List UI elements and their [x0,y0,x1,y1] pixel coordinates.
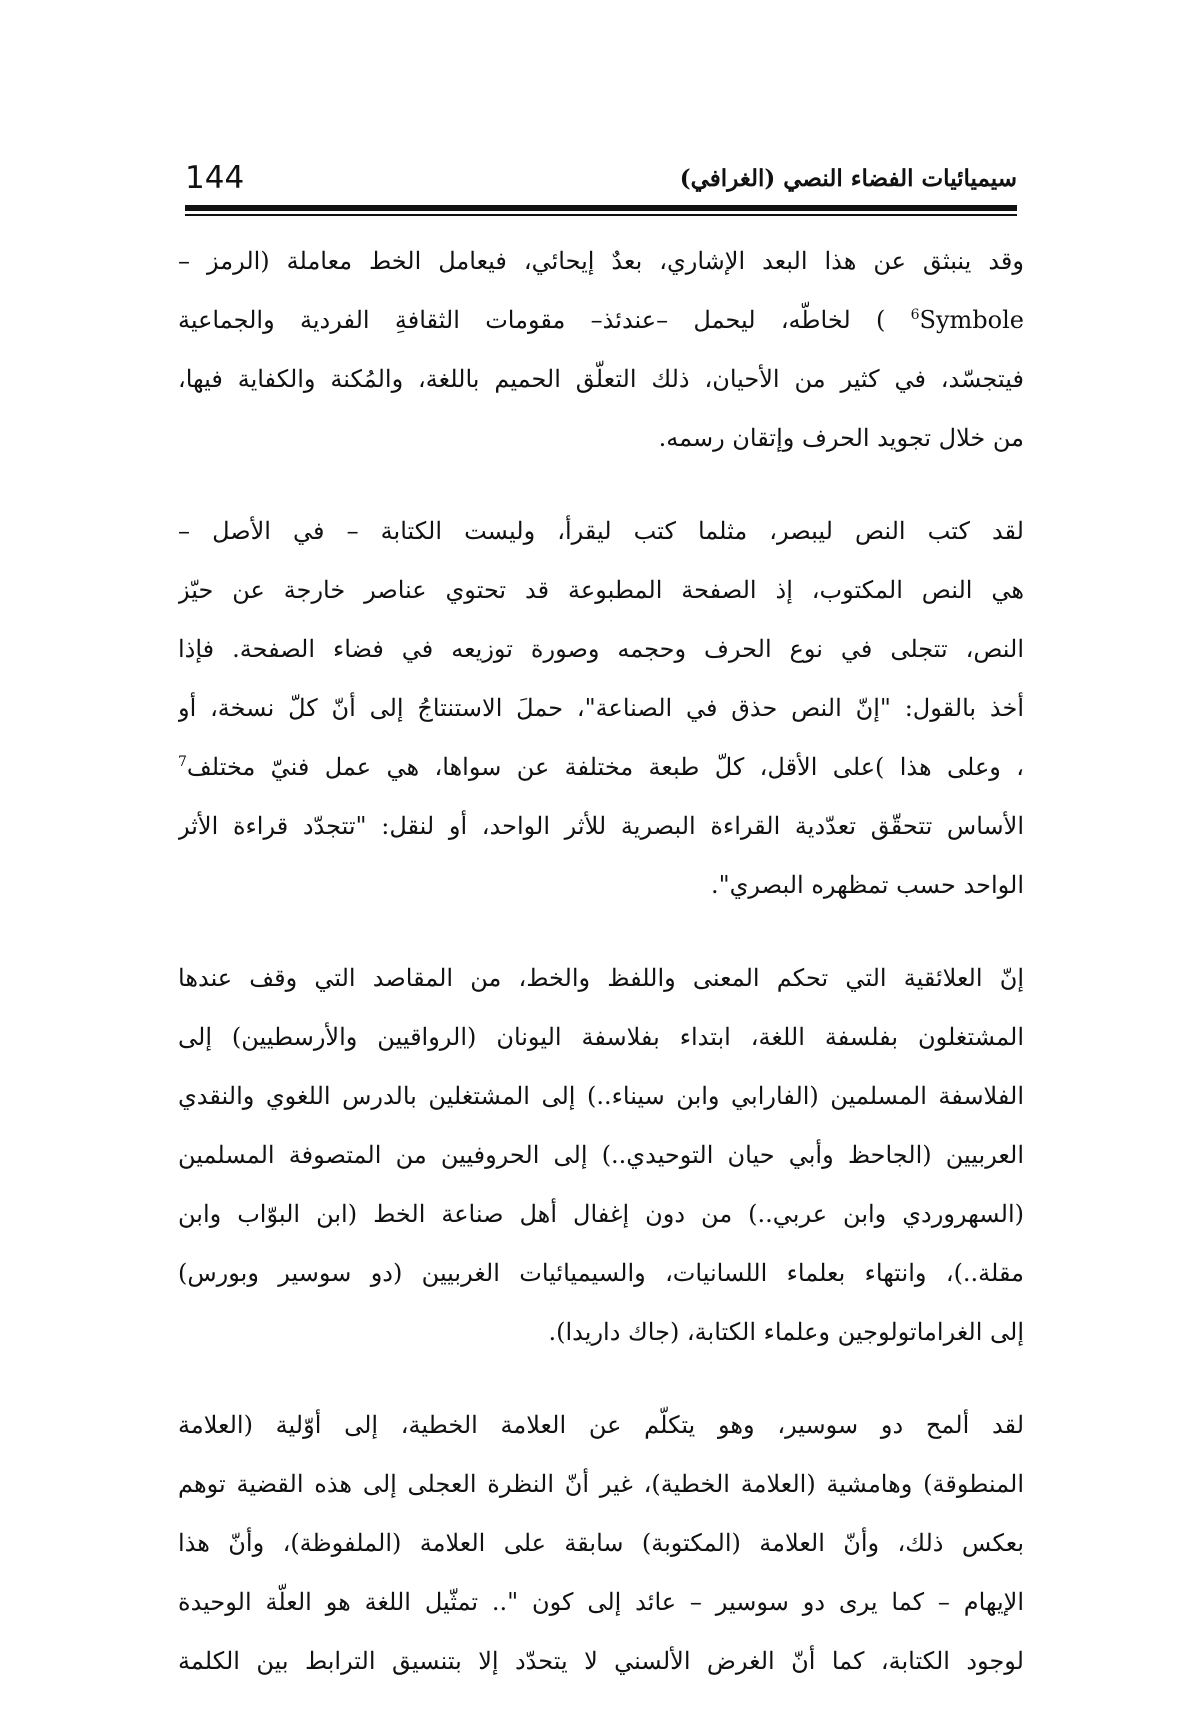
line-text: ، وعلى هذا )على الأقل، كلّ طبعة مختلفة عن سواها، هي عمل فنيّ مختلف [186,753,1024,781]
paragraph-4 [178,1396,1024,1691]
text-line: وقد ينبثق عن هذا البعد الإشاري، بعدٌ إيحائي، فيعامل الخط معاملة (الرمز – [178,247,1024,275]
text-line: المنطوقة) وهامشية (العلامة الخطية)، غير أنّ النظرة العجلى إلى هذه القضية توهم [178,1470,1024,1498]
line-text: Symbole ) لخاطّه، ليحمل –عندئذ– مقومات الثقافةِ الفردية والجماعية [178,306,1024,334]
text-line: بعكس ذلك، وأنّ العلامة (المكتوبة) سابقة على العلامة (الملفوظة)، وأنّ هذا [178,1529,1024,1557]
page-number: 144 [185,160,245,196]
body-text [178,232,1024,1691]
paragraph-1 [178,232,1024,468]
running-title: سيميائيات الفضاء النصي (الغرافي) [679,165,1017,192]
text-line: إنّ العلائقية التي تحكم المعنى واللفظ والخط، من المقاصد التي وقف عندها [178,964,1024,992]
text-line: الأساس تتحقّق تعدّدية القراءة البصرية للأثر الواحد، أو لنقل: "تتجدّد قراءة الأثر [178,812,1024,840]
text-line: أخذ بالقول: "إنّ النص حذق في الصناعة"، حملَ الاستنتاجُ إلى أنّ كلّ نسخة، أو [178,694,1024,722]
text-line: إلى الغراماتولوجين وعلماء الكتابة، (جاك داريدا). [548,1318,1024,1346]
text-line: (السهروردي وابن عربي..) من دون إغفال أهل صناعة الخط (ابن البوّاب وابن [178,1200,1024,1228]
text-line: لقد كتب النص ليبصر، مثلما كتب ليقرأ، وليست الكتابة – في الأصل – [178,517,1024,545]
text-line: الواحد حسب تمظهره البصري". [710,871,1024,899]
header-rule-thick [185,205,1017,211]
text-line: لقد ألمح دو سوسير، وهو يتكلّم عن العلامة الخطية، إلى أوّلية (العلامة [178,1411,1024,1439]
page-header [185,158,1017,204]
text-line: هي النص المكتوب، إذ الصفحة المطبوعة قد تحتوي عناصر خارجة عن حيّز [178,576,1024,604]
text-line: فيتجسّد، في كثير من الأحيان، ذلك التعلّق الحميم باللغة، والمُكنة والكفاية فيها، [178,365,1024,393]
text-line: الإيهام – كما يرى دو سوسير – عائد إلى كون ".. تمثّيل اللغة هو العلّة الوحيدة [178,1588,1024,1616]
text-line: لوجود الكتابة، كما أنّ الغرض الألسني لا يتحدّد إلا بتنسيق الترابط بين الكلمة [178,1647,1024,1675]
text-line: الفلاسفة المسلمين (الفارابي وابن سيناء..) إلى المشتغلين بالدرس اللغوي والنقدي [178,1082,1024,1110]
footnote-ref-7: 7 [178,754,187,770]
text-line: من خلال تجويد الحرف وإتقان رسمه. [658,424,1024,452]
footnote-ref-6: 6 [910,307,920,323]
header-rule-thin [185,214,1017,216]
text-line [178,291,1024,350]
text-line: مقلة..)، وانتهاء بعلماء اللسانيات، والسيميائيات الغربيين (دو سوسير وبورس) [178,1259,1024,1287]
paragraph-3 [178,949,1024,1362]
text-line: المشتغلون بفلسفة اللغة، ابتداء بفلاسفة اليونان (الرواقيين والأرسطيين) إلى [178,1023,1024,1051]
text-line: العربيين (الجاحظ وأبي حيان التوحيدي..) إلى الحروفيين من المتصوفة المسلمين [178,1141,1024,1169]
text-line: النص، تتجلى في نوع الحرف وحجمه وصورة توزيعه في فضاء الصفحة. فإذا [178,635,1024,663]
paragraph-2 [178,502,1024,915]
text-line [178,738,1024,797]
